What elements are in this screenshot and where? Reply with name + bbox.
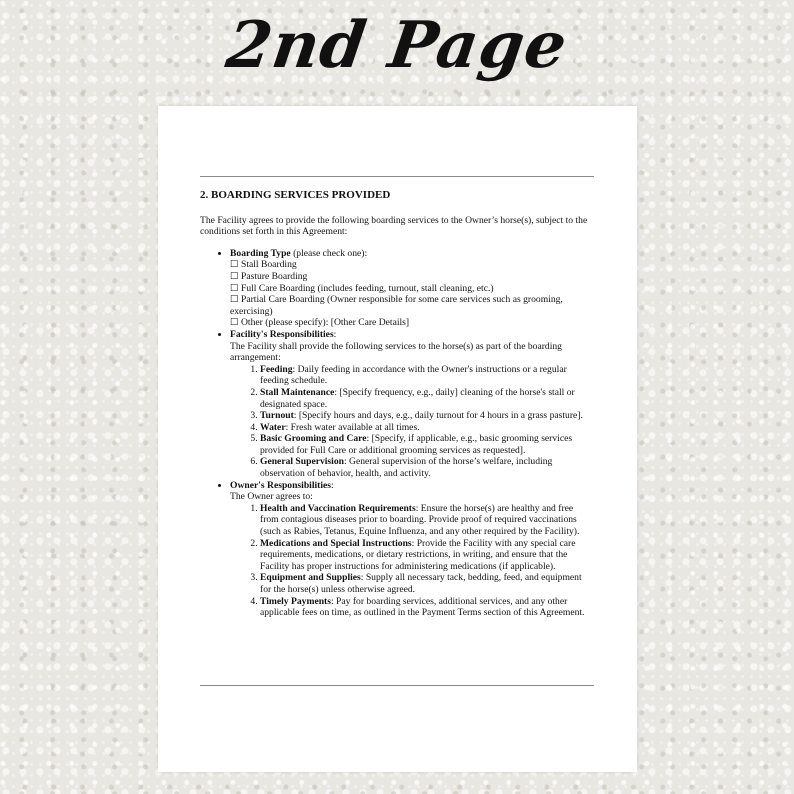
banner-title: 2nd Page — [222, 8, 572, 83]
owner-list — [230, 503, 594, 619]
item-text: : Ensure the horse(s) are healthy and free from contagious diseases prior to boarding. Provide proof of required vaccinations (such as Rabies, Tetanus, Equine Influenza, and any other required by the Facility). — [260, 502, 580, 538]
item-term: Timely Payments — [260, 595, 331, 607]
item-text: : Pay for boarding services, additional services, and any other applicable fees on time, as outlined in the Payment Terms section of this Agreement. — [260, 595, 585, 619]
item-text: : [Specify frequency, e.g., daily] cleaning of the horse's stall or designated space. — [260, 386, 575, 410]
list-item — [260, 503, 594, 538]
item-term: Stall Maintenance — [260, 386, 335, 398]
list-item — [260, 572, 594, 595]
list-item — [260, 410, 594, 422]
responsibilities-list — [200, 248, 594, 619]
facility-list — [230, 364, 594, 480]
owner-colon: : — [331, 479, 334, 491]
item-term: Turnout — [260, 410, 294, 422]
item-text: : General supervision of the horse’s welfare, including observation of behavior, health, and activity. — [260, 456, 553, 480]
item-term: Medications and Special Instructions — [260, 537, 412, 549]
list-item — [260, 596, 594, 619]
item-text: : [Specify hours and days, e.g., daily turnout for 4 hours in a grass pasture]. — [293, 410, 583, 422]
item-text: : Supply all necessary tack, bedding, feed, and equipment for the horse(s) unless otherwise agreed. — [260, 572, 582, 595]
boarding-type-note: (please check one): — [290, 247, 368, 259]
facility-label: Facility's Responsibilities — [230, 328, 334, 340]
bottom-divider — [200, 685, 594, 686]
checkbox-full-care-boarding[interactable]: ☐ Full Care Boarding (includes feeding, turnout, stall cleaning, etc.) — [230, 282, 494, 294]
item-text: : [Specify, if applicable, e.g., basic grooming services provided for Full Care or additional grooming services as requested]. — [260, 433, 573, 456]
document-page — [158, 106, 637, 772]
item-term: Feeding — [260, 363, 293, 375]
item-term: Water — [260, 421, 286, 433]
owner-intro: The Owner agrees to: — [230, 491, 313, 503]
list-item — [260, 422, 594, 434]
item-term: Health and Vaccination Requirements — [260, 502, 416, 514]
top-divider — [200, 176, 594, 177]
list-item — [260, 364, 594, 387]
item-text: : Daily feeding in accordance with the Owner's instructions or a regular feeding schedule. — [260, 363, 567, 387]
list-item — [260, 387, 594, 410]
document-content — [200, 190, 594, 619]
list-item — [260, 538, 594, 573]
item-term: Basic Grooming and Care — [260, 433, 367, 445]
checkbox-pasture-boarding[interactable]: ☐ Pasture Boarding — [230, 270, 308, 282]
item-term: Equipment and Supplies — [260, 572, 361, 584]
list-item — [260, 456, 594, 479]
item-text: : Fresh water available at all times. — [285, 421, 420, 433]
list-item — [260, 433, 594, 456]
boarding-type-item — [230, 248, 594, 329]
owner-label: Owner's Responsibilities — [230, 479, 332, 491]
item-text: : Provide the Facility with any special care requirements, medications, or dietary restrictions, in writing, and ensure that the Facility has proper instructions for administering medications (if applicable). — [260, 537, 576, 572]
facility-intro: The Facility shall provide the following services to the horse(s) as part of the boarding arrangement: — [230, 340, 562, 364]
checkbox-other-boarding[interactable]: ☐ Other (please specify): [Other Care Details] — [230, 317, 410, 329]
section-intro: The Facility agrees to provide the following boarding services to the Owner’s horse(s), subject to the conditions set forth in this Agreement: — [200, 214, 588, 238]
boarding-type-label: Boarding Type — [230, 247, 291, 259]
item-term: General Supervision — [260, 456, 344, 468]
owner-responsibilities-item — [230, 480, 594, 619]
facility-colon: : — [333, 328, 337, 340]
section-title: 2. BOARDING SERVICES PROVIDED — [200, 189, 391, 201]
facility-responsibilities-item — [230, 329, 594, 480]
checkbox-partial-care-boarding[interactable]: ☐ Partial Care Boarding (Owner responsible for some care services such as grooming, exercising) — [230, 294, 563, 317]
checkbox-stall-boarding[interactable]: ☐ Stall Boarding — [230, 259, 297, 271]
